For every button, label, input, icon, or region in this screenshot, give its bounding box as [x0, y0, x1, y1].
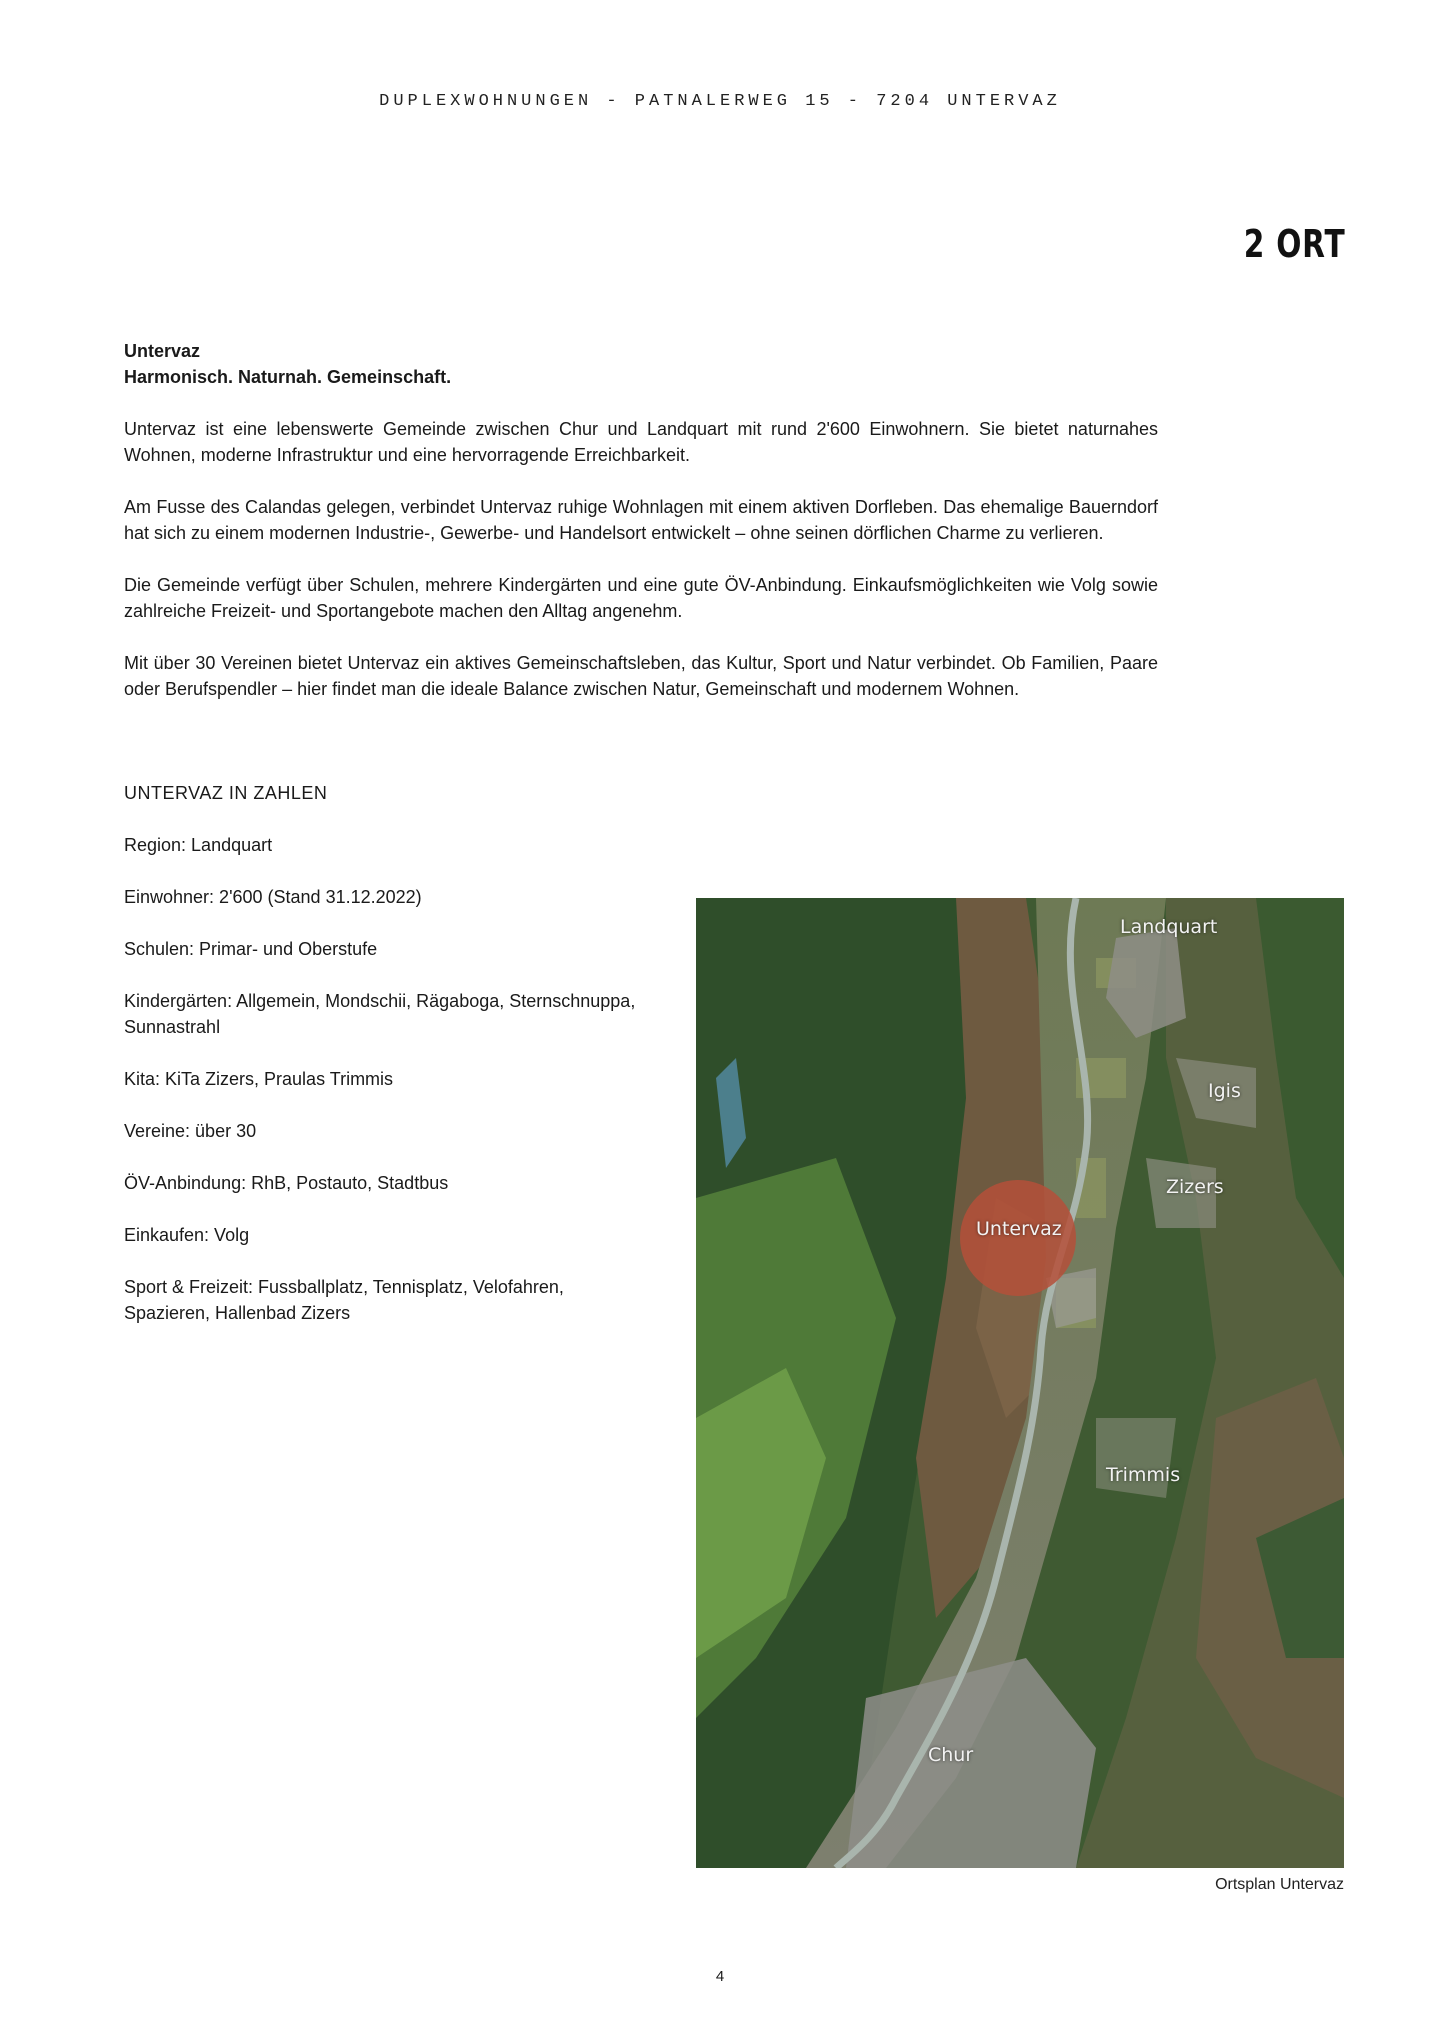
- aerial-map: [696, 898, 1344, 1868]
- fact-item: Sport & Freizeit: Fussballplatz, Tennisplatz, Velofahren, Spazieren, Hallenbad Zizers: [124, 1277, 564, 1323]
- map-label-untervaz: Untervaz: [976, 1218, 1062, 1240]
- map-label-igis: Igis: [1208, 1080, 1241, 1102]
- map-label-landquart: Landquart: [1120, 916, 1218, 938]
- fact-item: Vereine: über 30: [124, 1121, 257, 1141]
- fact-item: ÖV-Anbindung: RhB, Postauto, Stadtbus: [124, 1173, 449, 1193]
- intro-name: Untervaz: [124, 341, 201, 361]
- map-label-chur: Chur: [928, 1744, 974, 1766]
- fact-item: Kindergärten: Allgemein, Mondschii, Rägaboga, Sternschnuppa, Sunnastrahl: [124, 991, 636, 1037]
- intro-paragraph: Am Fusse des Calandas gelegen, verbindet Untervaz ruhige Wohnlagen mit einem aktiven Dorfleben. Das ehemalige Bauerndorf hat sich zu einem modernen Industrie-, Gewerbe- und Handelsort entwickelt – ohne seinen dörflichen Charme zu verlieren.: [124, 497, 1158, 543]
- fact-item: Einwohner: 2'600 (Stand 31.12.2022): [124, 887, 422, 907]
- document-header: DUPLEXWOHNUNGEN - PATNALERWEG 15 - 7204 UNTERVAZ: [379, 92, 1061, 111]
- fact-item: Region: Landquart: [124, 835, 273, 855]
- aerial-map-image: [696, 898, 1344, 1868]
- page-number: 4: [715, 1968, 725, 1985]
- chapter-title: 2 ORT: [1243, 222, 1345, 266]
- intro-paragraph: Mit über 30 Vereinen bietet Untervaz ein aktives Gemeinschaftsleben, das Kultur, Sport und Natur verbindet. Ob Familien, Paare oder Berufspendler – hier findet man die ideale Balance zwischen Natur, Gemeinschaft und modernem Wohnen.: [124, 653, 1158, 699]
- intro-paragraph: Die Gemeinde verfügt über Schulen, mehrere Kindergärten und eine gute ÖV-Anbindung. Einkaufsmöglichkeiten wie Volg sowie zahlreiche Freizeit- und Sportangebote machen den Alltag angenehm.: [124, 575, 1158, 621]
- intro-tagline: Harmonisch. Naturnah. Gemeinschaft.: [124, 367, 452, 387]
- fact-item: Kita: KiTa Zizers, Praulas Trimmis: [124, 1069, 394, 1089]
- fact-item: Einkaufen: Volg: [124, 1225, 250, 1245]
- fact-item: Schulen: Primar- und Oberstufe: [124, 939, 378, 959]
- intro-section: [124, 338, 1158, 728]
- facts-section: [124, 780, 644, 1352]
- intro-paragraph: Untervaz ist eine lebenswerte Gemeinde zwischen Chur und Landquart mit rund 2'600 Einwohnern. Sie bietet naturnahes Wohnen, moderne Infrastruktur und eine hervorragende Erreichbarkeit.: [124, 419, 1158, 465]
- map-caption: Ortsplan Untervaz: [1215, 1876, 1344, 1893]
- facts-title: UNTERVAZ IN ZAHLEN: [124, 783, 328, 803]
- map-label-zizers: Zizers: [1166, 1176, 1224, 1198]
- map-label-trimmis: Trimmis: [1106, 1464, 1181, 1486]
